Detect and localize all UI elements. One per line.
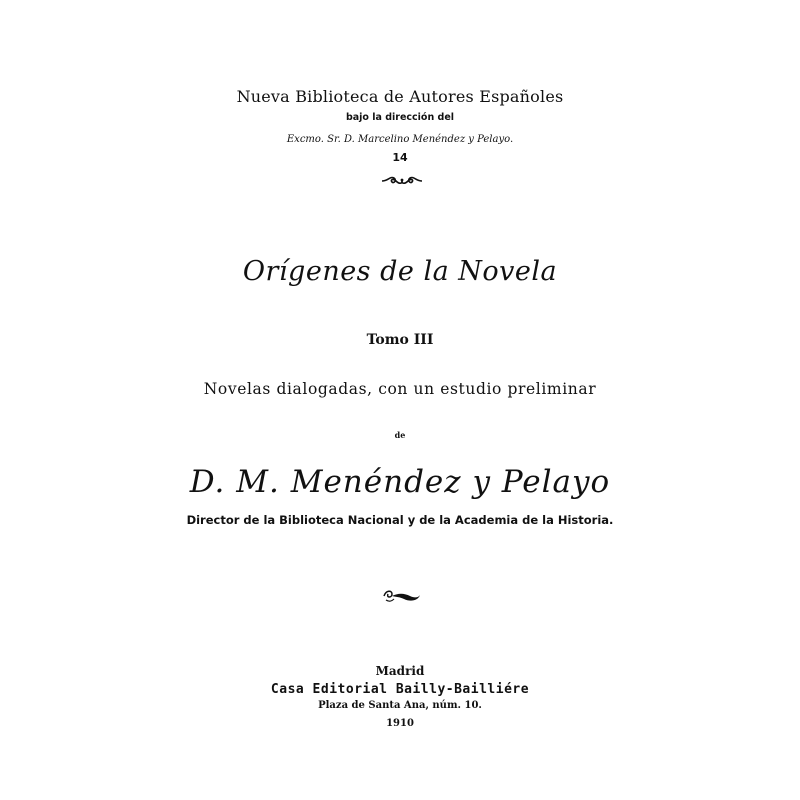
author-role: Director de la Biblioteca Nacional y de la Academia de la Historia. [186,513,614,527]
imprint-publisher: Casa Editorial Bailly-Bailliére [270,682,530,697]
imprint-year: 1910 [386,718,414,729]
scroll-flourish-ornament-icon [380,172,424,190]
book-subtitle: Novelas dialogadas, con un estudio preliminar [203,380,597,398]
imprint-place: Madrid [375,664,425,678]
imprint-address: Plaza de Santa Ana, núm. 10. [318,700,482,711]
by-word: de [394,430,406,440]
author-name: D. M. Menéndez y Pelayo [189,464,611,500]
tome-label: Tomo III [366,332,434,348]
book-title: Orígenes de la Novela [242,256,558,287]
series-volume-number: 14 [392,151,408,164]
series-title: Nueva Biblioteca de Autores Españoles [236,87,564,106]
series-editor: Excmo. Sr. D. Marcelino Menéndez y Pelayo. [286,134,514,145]
leaf-flourish-ornament-icon [380,584,422,606]
series-direction-line: bajo la dirección del [345,112,455,123]
